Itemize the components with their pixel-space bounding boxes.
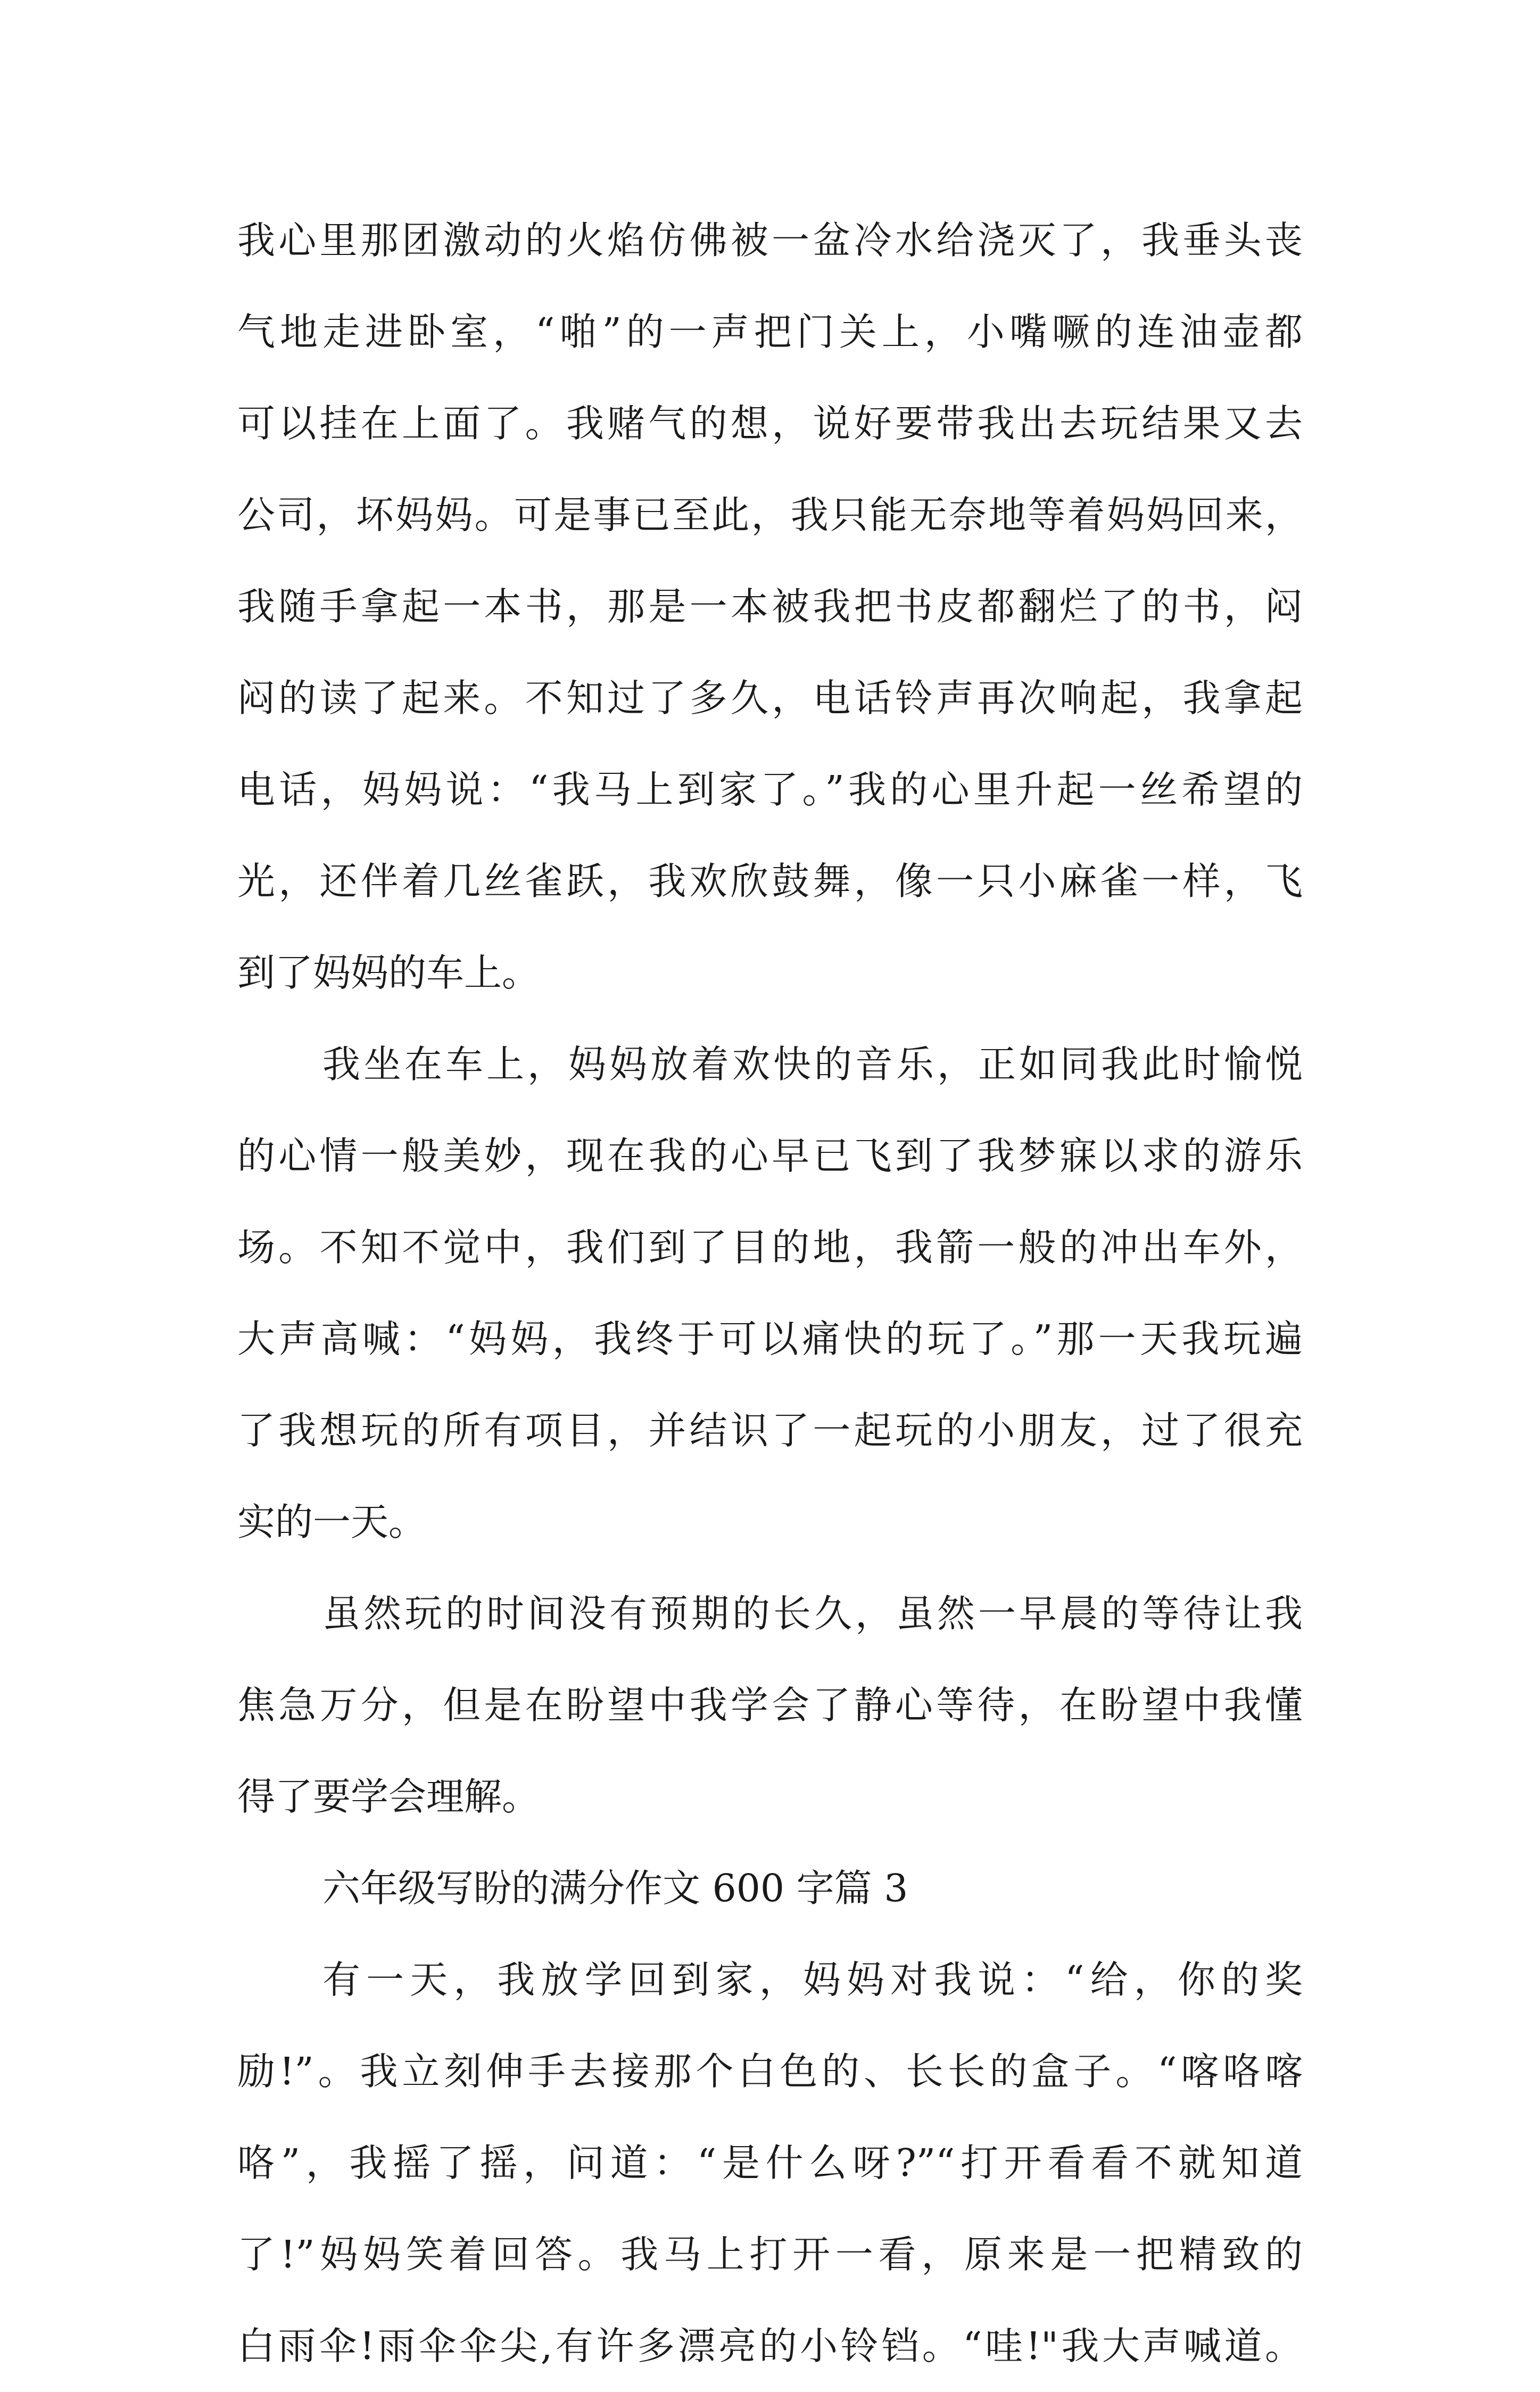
- paragraph-2-line-4: 大声高喊：“妈妈，我终于可以痛快的玩了。”那一天我玩遍: [237, 1317, 1303, 1361]
- section-heading: 六年级写盼的满分作文 600 字篇 3: [322, 1866, 908, 1910]
- paragraph-1-line-8: 光，还伴着几丝雀跃，我欢欣鼓舞，像一只小麻雀一样，飞: [237, 859, 1303, 903]
- paragraph-4-line-1: 有一天，我放学回到家，妈妈对我说：“给，你的奖: [322, 1958, 1303, 2002]
- paragraph-2-line-2: 的心情一般美妙，现在我的心早已飞到了我梦寐以求的游乐: [237, 1134, 1303, 1178]
- paragraph-1-line-3: 可以挂在上面了。我赌气的想，说好要带我出去玩结果又去: [237, 401, 1303, 446]
- paragraph-1-line-2: 气地走进卧室，“啪”的一声把门关上，小嘴噘的连油壶都: [237, 310, 1303, 354]
- paragraph-3-line-1: 虽然玩的时间没有预期的长久，虽然一早晨的等待让我: [322, 1591, 1303, 1636]
- paragraph-2-line-1: 我坐在车上，妈妈放着欢快的音乐，正如同我此时愉悦: [322, 1042, 1303, 1086]
- paragraph-1-line-9: 到了妈妈的车上。: [237, 951, 540, 995]
- paragraph-1-line-4: 公司，坏妈妈。可是事已至此，我只能无奈地等着妈妈回来，: [237, 493, 1303, 537]
- article-body: [237, 195, 1303, 2392]
- paragraph-4-line-5: 白雨伞!雨伞伞尖,有许多漂亮的小铃铛。“哇!"我大声喊道。: [237, 2324, 1303, 2368]
- paragraph-1-line-5: 我随手拿起一本书，那是一本被我把书皮都翻烂了的书，闷: [237, 584, 1303, 629]
- paragraph-3-line-3: 得了要学会理解。: [237, 1775, 540, 1819]
- paragraph-2-line-3: 场。不知不觉中，我们到了目的地，我箭一般的冲出车外，: [237, 1225, 1303, 1269]
- paragraph-4-line-3: 咯”，我摇了摇，问道：“是什么呀?”“打开看看不就知道: [237, 2141, 1303, 2185]
- paragraph-1-line-6: 闷的读了起来。不知过了多久，电话铃声再次响起，我拿起: [237, 676, 1303, 720]
- paragraph-1-line-1: 我心里那团激动的火焰仿佛被一盆冷水给浇灭了，我垂头丧: [237, 218, 1303, 262]
- paragraph-2-line-6: 实的一天。: [237, 1500, 427, 1544]
- paragraph-1-line-7: 电话，妈妈说：“我马上到家了。”我的心里升起一丝希望的: [237, 768, 1303, 812]
- paragraph-4-line-4: 了!”妈妈笑着回答。我马上打开一看，原来是一把精致的: [237, 2232, 1303, 2276]
- paragraph-4-line-2: 励!”。我立刻伸手去接那个白色的、长长的盒子。“喀咯喀: [237, 2049, 1303, 2093]
- paragraph-2-line-5: 了我想玩的所有项目，并结识了一起玩的小朋友，过了很充: [237, 1408, 1303, 1453]
- paragraph-3-line-2: 焦急万分，但是在盼望中我学会了静心等待，在盼望中我懂: [237, 1683, 1303, 1727]
